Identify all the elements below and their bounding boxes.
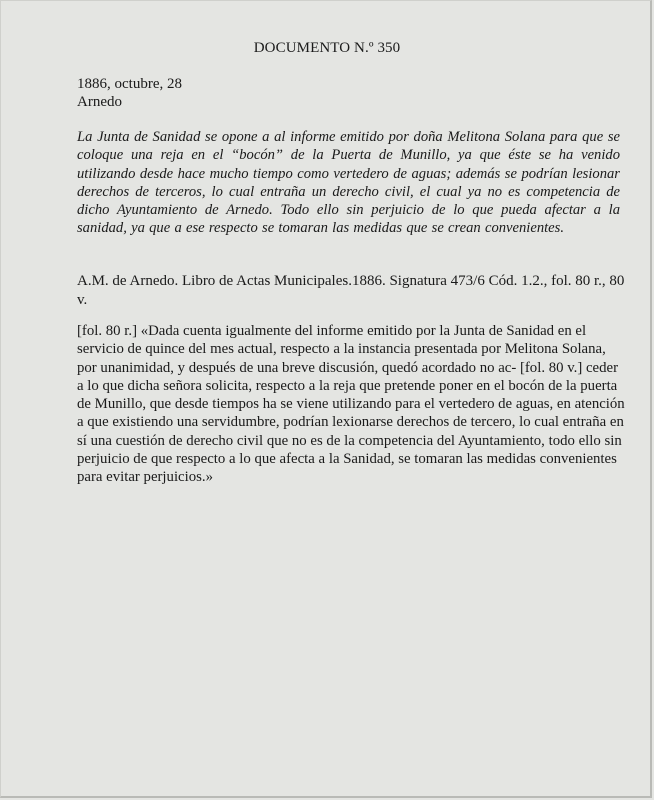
document-place: Arnedo [77, 94, 122, 110]
document-transcription: [fol. 80 r.] «Dada cuenta igualmente del informe emitido por la Junta de Sanidad en el servicio de quince del mes actual, respecto a la instancia presentada por Melitona Solana, por unanimidad, y después de una breve discusión, quedó acordado no ac- [fol. 80 v.] ceder a lo que dicha señora solicita, respecto a la reja que pretende poner en el bocón de la puerta de Munillo, que desde tiempos ha se viene utilizando para el vertedero de aguas, en atención a que existiendo una servidumbre, podrían lexionarse derechos de tercero, lo cual entraña en sí una cuestión de derecho civil que no es de la competencia del Ayuntamiento, todo ello sin perjuicio de que respecto a lo que afecta a la Sanidad, se tomaran las medidas convenientes para evitar perjuicios.» [77, 323, 625, 486]
archival-source: A.M. de Arnedo. Libro de Actas Municipales.1886. Signatura 473/6 Cód. 1.2., fol. 80 r., 80 v. [77, 273, 625, 308]
document-summary: La Junta de Sanidad se opone a al informe emitido por doña Melitona Solana para que se coloque una reja en el “bocón” de la Puerta de Munillo, ya que éste se ha venido utilizando desde hace mucho tiempo como vertedero de aguas; además se podrían lesionar derechos de terceros, lo cual entraña un derecho civil, el cual ya no es competencia de dicho Ayuntamiento de Arnedo. Todo ello sin perjuicio de lo que pueda afectar a la sanidad, ya que a ese respecto se tomaran las medidas que se crean convenientes. [77, 129, 620, 237]
document-date: 1886, octubre, 28 [77, 76, 182, 92]
document-title: DOCUMENTO N.º 350 [253, 40, 401, 56]
